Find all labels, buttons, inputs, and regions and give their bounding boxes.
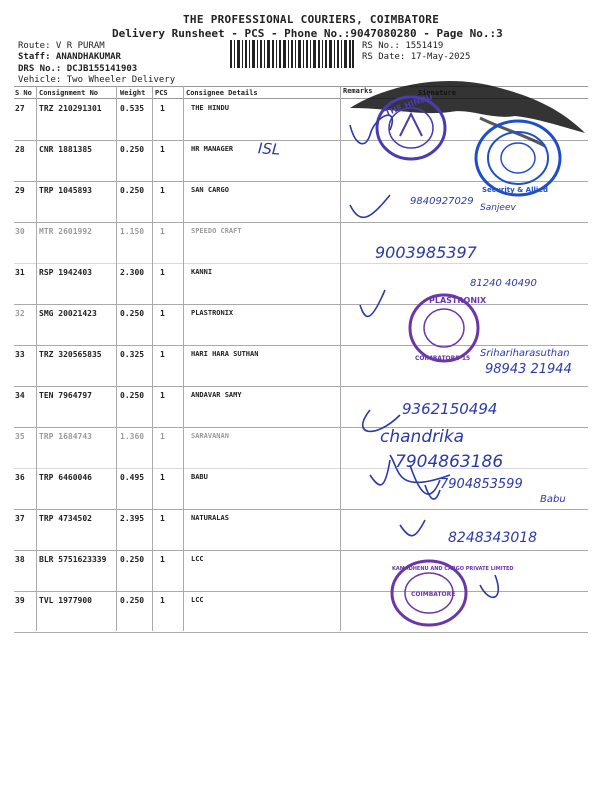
row-sno: 35 (15, 432, 25, 441)
handwriting-phone-34: 9362150494 (402, 400, 498, 418)
row-pcs: 1 (160, 145, 165, 154)
plastronix-stamp-text: PLASTRONIX (429, 296, 487, 305)
row-consignee: LCC (191, 596, 204, 604)
row-consignment: TVL 1977900 (39, 596, 92, 605)
row-consignee: THE HINDU (191, 104, 229, 112)
row-consignee: HARI HARA SUTHAN (191, 350, 259, 358)
row-pcs: 1 (160, 473, 165, 482)
row-consignee: PLASTRONIX (191, 309, 234, 317)
handwriting-phone-36: 7904853599 (440, 477, 523, 492)
row-sno: 28 (15, 145, 25, 154)
col-weight: Weight (120, 89, 146, 97)
handwriting-name-36: Babu (540, 494, 566, 505)
row-weight: 0.250 (120, 391, 145, 400)
row-weight: 0.250 (120, 596, 145, 605)
route-label: Route: V R PURAM (18, 41, 105, 51)
row-sno: 30 (15, 227, 25, 236)
handwriting-phone-30: 9003985397 (375, 243, 477, 262)
col-sno: S No (15, 89, 32, 97)
handwriting-name-35: chandrika (380, 427, 465, 447)
col-remarks: Remarks (343, 87, 373, 95)
company-title: THE PROFESSIONAL COURIERS, COIMBATORE (183, 13, 440, 26)
col-pcs: PCS (155, 89, 168, 97)
vehicle-label: Vehicle: Two Wheeler Delivery (18, 75, 176, 85)
row-pcs: 1 (160, 268, 165, 277)
barcode (230, 40, 354, 68)
col-consignment: Consignment No (39, 89, 99, 97)
row-consignment: TRP 1684743 (39, 432, 92, 441)
row-consignment: BLR 5751623339 (39, 555, 107, 564)
row-sno: 34 (15, 391, 25, 400)
row-sno: 33 (15, 350, 25, 359)
row-pcs: 1 (160, 104, 165, 113)
row-consignee: KANNI (191, 268, 213, 276)
row-consignment: CNR 1881385 (39, 145, 92, 154)
plastronix-stamp (405, 290, 487, 366)
row-consignment: TRP 1045893 (39, 186, 92, 195)
row-consignment: TRP 6460046 (39, 473, 92, 482)
rs-number: RS No.: 1551419 (362, 41, 444, 51)
row-sno: 29 (15, 186, 25, 195)
row-consignee: NATURALAS (191, 514, 229, 522)
row-sno: 36 (15, 473, 25, 482)
row-sno: 38 (15, 555, 25, 564)
row-consignee: HR MANAGER (191, 145, 234, 153)
row-weight: 0.250 (120, 309, 145, 318)
handwriting-name-29: Sanjeev (480, 203, 516, 213)
row-pcs: 1 (160, 432, 165, 441)
handwriting-isl: ISL (257, 139, 281, 159)
row-sno: 39 (15, 596, 25, 605)
row-pcs: 1 (160, 391, 165, 400)
row-consignment: RSP 1942403 (39, 268, 92, 277)
hindu-stamp-text: THE HINDU (383, 92, 434, 118)
row-consignee: ANDAVAR SAMY (191, 391, 242, 399)
row-weight: 0.535 (120, 104, 145, 113)
row-weight: 2.395 (120, 514, 145, 523)
row-consignee: SARAVANAN (191, 432, 229, 440)
row-sno: 32 (15, 309, 25, 318)
row-consignment: TRZ 320565835 (39, 350, 102, 359)
staff-label: Staff: ANANDHAKUMAR (18, 52, 121, 62)
row-consignment: SMG 20021423 (39, 309, 97, 318)
row-consignee: SPEEDO CRAFT (191, 227, 242, 235)
security-stamp-text: Security & Allied (482, 186, 549, 194)
handwriting-phone-29: 9840927029 (410, 196, 474, 207)
row-consignee: BABU (191, 473, 208, 481)
row-weight: 0.250 (120, 555, 145, 564)
handwriting-phone-37: 8248343018 (448, 530, 538, 546)
handwriting-phone-31: 81240 40490 (470, 278, 537, 289)
handwriting-phone-35: 7904863186 (395, 452, 504, 472)
row-sno: 37 (15, 514, 25, 523)
row-weight: 1.150 (120, 227, 145, 236)
rs-date: RS Date: 17-May-2025 (362, 52, 471, 62)
row-weight: 0.250 (120, 145, 145, 154)
handwriting-name-33: Srihariharasuthan (480, 348, 570, 359)
handwriting-phone-33: 98943 21944 (485, 362, 572, 377)
row-pcs: 1 (160, 350, 165, 359)
row-weight: 0.325 (120, 350, 145, 359)
row-consignee: LCC (191, 555, 204, 563)
row-pcs: 1 (160, 555, 165, 564)
row-consignment: TRP 4734502 (39, 514, 92, 523)
row-consignment: TEN 7964797 (39, 391, 92, 400)
runsheet-subtitle: Delivery Runsheet - PCS - Phone No.:9047080280 - Page No.:3 (112, 27, 503, 40)
row-pcs: 1 (160, 596, 165, 605)
row-pcs: 1 (160, 186, 165, 195)
row-consignment: MTR 2601992 (39, 227, 92, 236)
row-pcs: 1 (160, 514, 165, 523)
row-weight: 0.250 (120, 186, 145, 195)
plastronix-stamp-city: COIMBATORE-15 (415, 355, 471, 362)
row-pcs: 1 (160, 227, 165, 236)
row-weight: 0.495 (120, 473, 145, 482)
cargo-stamp (388, 558, 514, 628)
cargo-stamp-city: COIMBATORE (411, 591, 456, 598)
drs-label: DRS No.: DCJB155141903 (18, 64, 138, 74)
row-consignee: SAN CARGO (191, 186, 229, 194)
cargo-stamp-text: KAMADHENU AND CARGO PRIVATE LIMITED (392, 566, 514, 572)
col-consignee: Consignee Details (186, 89, 258, 97)
row-sno: 31 (15, 268, 25, 277)
row-pcs: 1 (160, 309, 165, 318)
row-consignment: TRZ 210291301 (39, 104, 102, 113)
row-sno: 27 (15, 104, 25, 113)
row-weight: 2.300 (120, 268, 145, 277)
row-weight: 1.360 (120, 432, 145, 441)
